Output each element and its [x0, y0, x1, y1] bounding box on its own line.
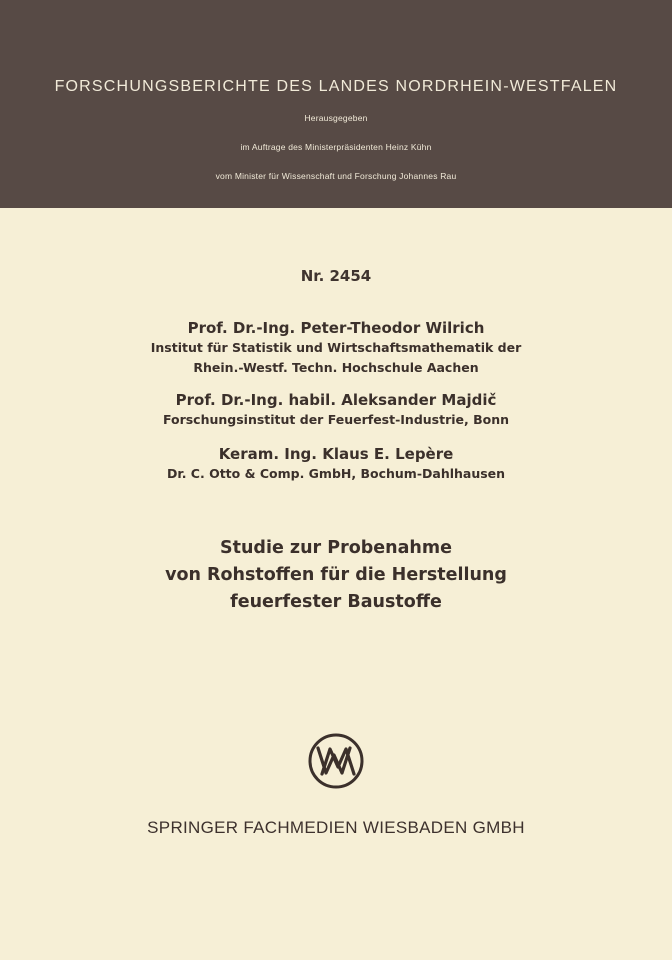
minister-line: vom Minister für Wissenschaft und Forschung Johannes Rau: [215, 171, 457, 181]
author-affiliation: Institut für Statistik und Wirtschaftsmathematik der: [150, 340, 522, 355]
author-affiliation: Forschungsinstitut der Feuerfest-Industrie, Bonn: [162, 412, 510, 427]
book-title-line: feuerfester Baustoffe: [230, 592, 442, 612]
commission-line: im Auftrage des Ministerpräsidenten Heinz Kühn: [240, 142, 432, 152]
editor-line: Herausgegeben: [304, 113, 368, 123]
author-name: Prof. Dr.-Ing. Peter-Theodor Wilrich: [187, 319, 485, 337]
author-block: [0, 318, 672, 378]
book-title: [0, 535, 672, 616]
author-block: [0, 390, 672, 430]
author-affiliation: Dr. C. Otto & Comp. GmbH, Bochum-Dahlhausen: [166, 466, 506, 481]
publisher-logo-icon: [306, 731, 366, 791]
author-block: [0, 444, 672, 484]
series-header-band: [0, 0, 672, 208]
author-affiliation: Rhein.-Westf. Techn. Hochschule Aachen: [193, 360, 479, 375]
book-title-line: Studie zur Probenahme: [220, 538, 452, 558]
report-number: Nr. 2454: [300, 267, 372, 285]
author-name: Keram. Ing. Klaus E. Lepère: [218, 445, 454, 463]
series-title: FORSCHUNGSBERICHTE DES LANDES NORDRHEIN-WESTFALEN: [54, 78, 618, 95]
author-name: Prof. Dr.-Ing. habil. Aleksander Majdič: [175, 391, 497, 409]
book-title-line: von Rohstoffen für die Herstellung: [165, 565, 507, 585]
publisher-name: SPRINGER FACHMEDIEN WIESBADEN GMBH: [147, 818, 525, 837]
